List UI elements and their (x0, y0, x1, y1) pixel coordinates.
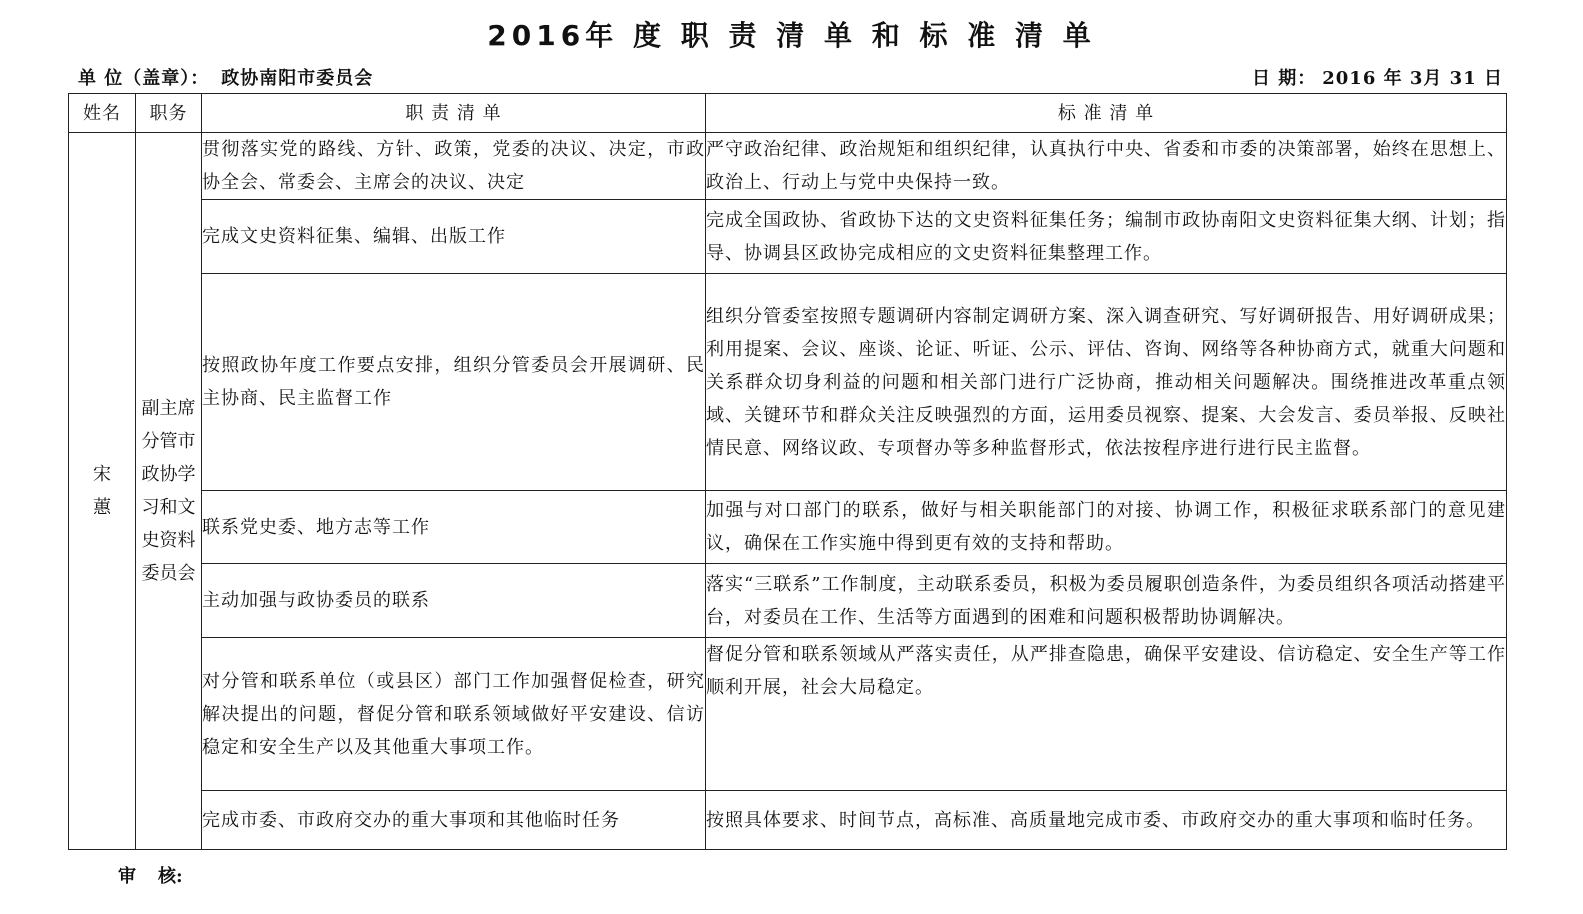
standard-cell: 按照具体要求、时间节点，高标准、高质量地完成市委、市政府交办的重大事项和临时任务。 (706, 791, 1507, 850)
date-value: 2016 年 3月 31 日 (1322, 68, 1503, 89)
date-label: 日 期： (1251, 68, 1317, 89)
unit-label: 单 位（盖章）： (78, 68, 210, 89)
review-label: 审 (118, 866, 136, 887)
standard-cell: 严守政治纪律、政治规矩和组织纪律，认真执行中央、省委和市委的决策部署，始终在思想上、政治上、行动上与党中央保持一致。 (706, 133, 1507, 200)
person-position-cell: 副主席分管市政协学习和文史资料委员会 (136, 133, 202, 850)
duty-cell: 贯彻落实党的路线、方针、政策，党委的决议、决定，市政协全会、常委会、主席会的决议、决定 (202, 133, 706, 200)
duty-cell: 主动加强与政协委员的联系 (202, 564, 706, 638)
duty-cell: 完成市委、市政府交办的重大事项和其他临时任务 (202, 791, 706, 850)
duty-cell: 联系党史委、地方志等工作 (202, 491, 706, 564)
standard-cell: 加强与对口部门的联系，做好与相关职能部门的对接、协调工作，积极征求联系部门的意见建议，确保在工作实施中得到更有效的支持和帮助。 (706, 491, 1507, 564)
review-label: 核: (158, 866, 183, 887)
table-row (69, 491, 1507, 564)
header-name: 姓名 (69, 94, 136, 133)
table-row (69, 274, 1507, 491)
date-line (1252, 64, 1503, 90)
table-row (69, 133, 1507, 200)
person-name-char: 蕙 (93, 497, 111, 518)
person-name-cell (69, 133, 136, 850)
table-row (69, 638, 1507, 791)
table-header-row (69, 94, 1507, 133)
duty-cell: 对分管和联系单位（或县区）部门工作加强督促检查，研究解决提出的问题，督促分管和联系领域做好平安建设、信访稳定和安全生产以及其他重大事项工作。 (202, 638, 706, 791)
header-duties: 职 责 清 单 (202, 94, 706, 133)
header-position: 职务 (136, 94, 202, 133)
standard-cell: 组织分管委室按照专题调研内容制定调研方案、深入调查研究、写好调研报告、用好调研成果；利用提案、会议、座谈、论证、听证、公示、评估、咨询、网络等各种协商方式，就重大问题和关系群众切身利益的问题和相关部门进行广泛协商，推动相关问题解决。围绕推进改革重点领域、关键环节和群众关注反映强烈的方面，运用委员视察、提案、大会发言、委员举报、反映社情民意、网络议政、专项督办等多种监督形式，依法按程序进行进行民主监督。 (706, 274, 1507, 491)
standard-cell: 落实“三联系”工作制度，主动联系委员，积极为委员履职创造条件，为委员组织各项活动搭建平台，对委员在工作、生活等方面遇到的困难和问题积极帮助协调解决。 (706, 564, 1507, 638)
review-line (118, 862, 183, 888)
unit-value: 政协南阳市委员会 (221, 68, 374, 89)
person-name-char: 宋 (93, 464, 111, 485)
table-row (69, 200, 1507, 274)
duty-cell: 完成文史资料征集、编辑、出版工作 (202, 200, 706, 274)
duties-table (68, 93, 1507, 850)
standard-cell: 完成全国政协、省政协下达的文史资料征集任务；编制市政协南阳文史资料征集大纲、计划；指导、协调县区政协完成相应的文史资料征集整理工作。 (706, 200, 1507, 274)
table-row (69, 791, 1507, 850)
header-standards: 标 准 清 单 (706, 94, 1507, 133)
document-title: 2016年 度 职 责 清 单 和 标 准 清 单 (487, 19, 1096, 52)
table-row (69, 564, 1507, 638)
standard-cell: 督促分管和联系领域从严落实责任，从严排查隐患，确保平安建设、信访稳定、安全生产等工作顺利开展，社会大局稳定。 (706, 638, 1507, 791)
duty-cell: 按照政协年度工作要点安排，组织分管委员会开展调研、民主协商、民主监督工作 (202, 274, 706, 491)
unit-line (78, 64, 373, 90)
